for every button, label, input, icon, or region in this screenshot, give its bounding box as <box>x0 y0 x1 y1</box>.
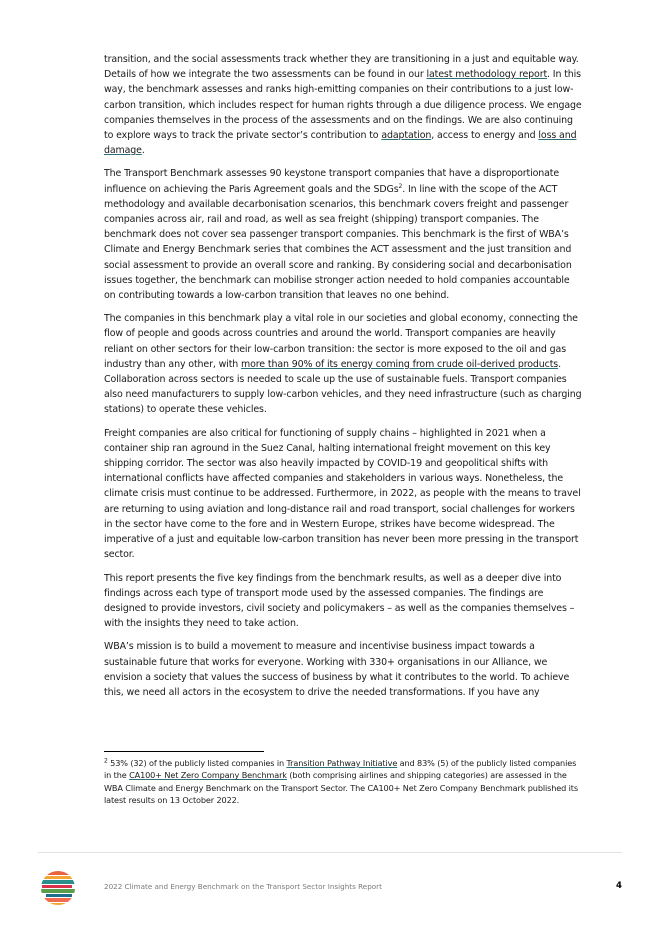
paragraph-6: WBA’s mission is to build a movement to measure and incentivise business impact towards a sustainable future that works for everyone. Working with 330+ organisations in our Alliance, we envision a society that values the success of business by what it contributes to the world. To achieve this, we need all actors in the ecosystem to drive the needed transformations. If you have any <box>104 641 570 698</box>
text-span: transition, and the social assessments track whether they are transitioning in a just and equitable way. Details of how we integrate the two assessments can be found in our <box>104 54 579 81</box>
logo-stripe <box>40 889 76 893</box>
transition-pathway-initiative-link[interactable]: Transition Pathway Initiative <box>286 758 398 768</box>
text-span: The Transport Benchmark assesses 90 keystone transport companies that have a disproportionate influence on achieving the Paris Agreement goals and the SDGs <box>104 168 560 195</box>
footnote <box>104 757 582 806</box>
main-text <box>104 52 582 708</box>
latest-methodology-report-link[interactable]: latest methodology report <box>426 69 548 81</box>
logo-stripe <box>42 885 72 888</box>
text-span: , access to energy and <box>431 130 539 142</box>
text-span: The companies in this benchmark play a vital role in our societies and global economy, connecting the flow of people and goods across countries and around the world. Transport companies are heavily reliant on other sectors for their low-carbon transition: the sector is more exposed to the oil and gas industry than any other, with <box>104 313 578 370</box>
text-span: . <box>141 145 145 157</box>
logo-stripe <box>48 903 68 906</box>
paragraph-2 <box>104 166 582 303</box>
logo-stripe <box>40 898 76 902</box>
text-span: 53% (32) of the publicly listed companies in <box>107 758 287 768</box>
logo-stripe <box>40 871 76 875</box>
loss-and-damage-link[interactable]: loss and damage <box>104 130 577 157</box>
footnote-divider <box>104 751 264 752</box>
crude-oil-energy-link[interactable]: more than 90% of its energy coming from crude oil-derived products <box>241 358 559 370</box>
logo-stripe <box>44 876 72 879</box>
text-span: (both comprising airlines and shipping categories) are assessed in the WBA Climate and Energy Benchmark on the Transport Sector. The CA100+ Net Zero Company Benchmark published its latest results on 13 October 2022. <box>104 770 578 805</box>
page-number: 4 <box>616 881 622 891</box>
text-span: . In line with the scope of the ACT methodology and available decarbonisation scenarios, this benchmark covers freight and passenger companies across air, rail and road, as well as sea freight (shipping) transport companies. The benchmark does not cover sea passenger transport companies. This benchmark is the first of WBA’s Climate and Energy Benchmark series that combines the ACT assessment and the just transition and social assessment to provide an overall score and ranking. By considering social and decarbonisation issues together, the benchmark can mobilise stronger action needed to hold companies accountable on contributing towards a low-carbon transition that leaves no one behind. <box>104 183 572 302</box>
text-span: and 83% (5) of the publicly listed companies in the <box>104 758 577 781</box>
paragraph-5: This report presents the five key findings from the benchmark results, as well as a deeper dive into findings across each type of transport mode used by the assessed companies. The findings are designed to provide investors, civil society and policymakers – as well as the companies themselves – with the insights they need to take action. <box>104 572 575 630</box>
footnote-ref[interactable]: 2 <box>398 182 403 190</box>
footer-report-title: 2022 Climate and Energy Benchmark on the Transport Sector Insights Report <box>104 882 382 891</box>
wba-logo-icon <box>40 869 76 907</box>
adaptation-link[interactable]: adaptation <box>381 130 432 142</box>
footnote-number: 2 <box>104 757 108 765</box>
text-span: . Collaboration across sectors is needed to scale up the use of sustainable fuels. Transport companies also need manufacturers to supply low-carbon vehicles, and they need infrastructure (such as charging stations) to operate these vehicles. <box>104 358 582 416</box>
text-span: . In this way, the benchmark assesses and ranks high-emitting companies on their contributions to a just low-carbon transition, which includes respect for human rights through a due diligence process. We engage companies themselves in the process of the assessments and on the findings. We are also continuing to explore ways to track the private sector’s contribution to <box>104 69 582 142</box>
paragraph-4: Freight companies are also critical for functioning of supply chains – highlighted in 2021 when a container ship ran aground in the Suez Canal, halting international freight movement on this key shipping corridor. The sector was also heavily impacted by COVID-19 and geopolitical shifts with international conflicts have affected companies and stakeholders in various ways. Nonetheless, the climate crisis must continue to be addressed. Furthermore, in 2022, as people with the means to travel are returning to using aviation and long-distance rail and road transport, social challenges for workers in the sector have come to the fore and in Western Europe, strikes have become widespread. The imperative of a just and equitable low-carbon transition has never been more pressing in the transport sector. <box>104 427 581 561</box>
footer-divider <box>38 852 622 853</box>
logo-stripe <box>40 880 76 884</box>
logo-stripe <box>46 894 72 897</box>
paragraph-1 <box>104 52 582 158</box>
paragraph-3 <box>104 311 582 417</box>
ca100-benchmark-link[interactable]: CA100+ Net Zero Company Benchmark <box>129 770 287 781</box>
